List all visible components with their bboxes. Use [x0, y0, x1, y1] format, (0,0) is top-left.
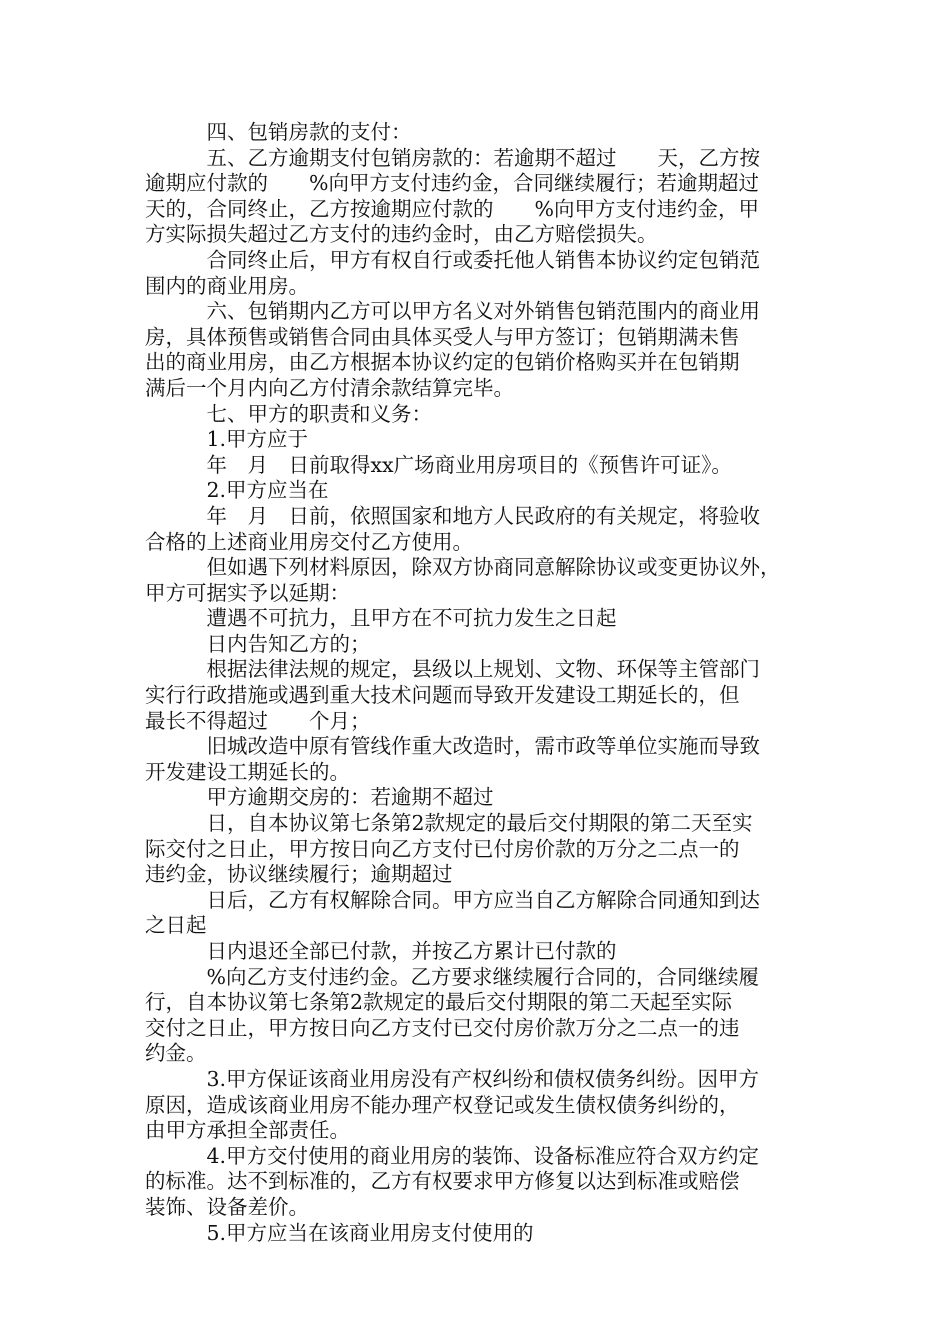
- text-line: 2.甲方应当在: [145, 478, 329, 503]
- text-line: 甲方可据实予以延期：: [145, 580, 350, 605]
- text-line: 根据法律法规的规定，县级以上规划、文物、环保等主管部门: [145, 657, 760, 682]
- text-line: 天的，合同终止，乙方按逾期应付款的 %向甲方支付违约金，甲: [145, 196, 759, 221]
- text-line: 逾期应付款的 %向甲方支付违约金，合同继续履行；若逾期超过: [145, 171, 759, 196]
- text-line: 最长不得超过 个月；: [145, 708, 371, 733]
- text-line: 的标准。达不到标准的，乙方有权要求甲方修复以达到标准或赔偿: [145, 1169, 740, 1194]
- text-line: 际交付之日止，甲方按日向乙方支付已付房价款的万分之二点一的: [145, 836, 740, 861]
- text-line: 日后，乙方有权解除合同。甲方应当自乙方解除合同通知到达: [145, 887, 760, 912]
- text-line: 原因，造成该商业用房不能办理产权登记或发生债权债务纠纷的，: [145, 1092, 740, 1117]
- text-line: 满后一个月内向乙方付清余款结算完毕。: [145, 375, 514, 400]
- text-line: 3.甲方保证该商业用房没有产权纠纷和债权债务纠纷。因甲方: [145, 1066, 760, 1091]
- text-line: 1.甲方应于: [145, 427, 309, 452]
- text-line: 五、乙方逾期支付包销房款的：若逾期不超过 天，乙方按: [145, 145, 760, 170]
- text-line: 实行行政措施或遇到重大技术问题而导致开发建设工期延长的，但: [145, 683, 740, 708]
- text-line: 约金。: [145, 1041, 207, 1066]
- text-line: 日内告知乙方的；: [145, 631, 371, 656]
- text-line: 行，自本协议第七条第2款规定的最后交付期限的第二天起至实际: [145, 990, 733, 1015]
- text-line: 5.甲方应当在该商业用房支付使用的: [145, 1220, 534, 1245]
- text-line: 日内退还全部已付款，并按乙方累计已付款的: [145, 939, 617, 963]
- text-line: 六、包销期内乙方可以甲方名义对外销售包销范围内的商业用: [145, 299, 760, 324]
- text-line: 旧城改造中原有管线作重大改造时，需市政等单位实施而导致: [145, 734, 760, 759]
- text-line: 之日起: [145, 913, 207, 938]
- text-line: 年 月 日前取得xx广场商业用房项目的《预售许可证》。: [145, 452, 732, 477]
- text-line: 交付之日止，甲方按日向乙方支付已交付房价款万分之二点一的违: [145, 1015, 740, 1040]
- text-line: 违约金，协议继续履行；逾期超过: [145, 862, 453, 887]
- text-line: 出的商业用房，由乙方根据本协议约定的包销价格购买并在包销期: [145, 350, 740, 375]
- document-body: [145, 120, 810, 1246]
- text-line: 但如遇下列材料原因，除双方协商同意解除协议或变更协议外，: [145, 555, 781, 580]
- text-line: 4.甲方交付使用的商业用房的装饰、设备标准应符合双方约定: [145, 1143, 760, 1168]
- text-line: 围内的商业用房。: [145, 273, 309, 298]
- text-line: 方实际损失超过乙方支付的违约金时，由乙方赔偿损失。: [145, 222, 658, 247]
- text-line: 七、甲方的职责和义务：: [145, 401, 432, 426]
- text-line: 甲方逾期交房的：若逾期不超过: [145, 785, 494, 810]
- text-line: 房，具体预售或销售合同由具体买受人与甲方签订；包销期满未售: [145, 324, 740, 349]
- text-line: 开发建设工期延长的。: [145, 759, 350, 784]
- text-line: 由甲方承担全部责任。: [145, 1118, 350, 1143]
- text-line: 遭遇不可抗力，且甲方在不可抗力发生之日起: [145, 606, 617, 631]
- text-line: 装饰、设备差价。: [145, 1194, 309, 1219]
- text-line: 年 月 日前，依照国家和地方人民政府的有关规定，将验收: [145, 503, 760, 528]
- text-line: 日，自本协议第七条第2款规定的最后交付期限的第二天至实: [145, 811, 753, 836]
- text-line: 合同终止后，甲方有权自行或委托他人销售本协议约定包销范: [145, 247, 760, 272]
- text-line: 四、包销房款的支付：: [145, 120, 412, 144]
- text-line: %向乙方支付违约金。乙方要求继续履行合同的，合同继续履: [145, 964, 759, 989]
- text-line: 合格的上述商业用房交付乙方使用。: [145, 529, 473, 554]
